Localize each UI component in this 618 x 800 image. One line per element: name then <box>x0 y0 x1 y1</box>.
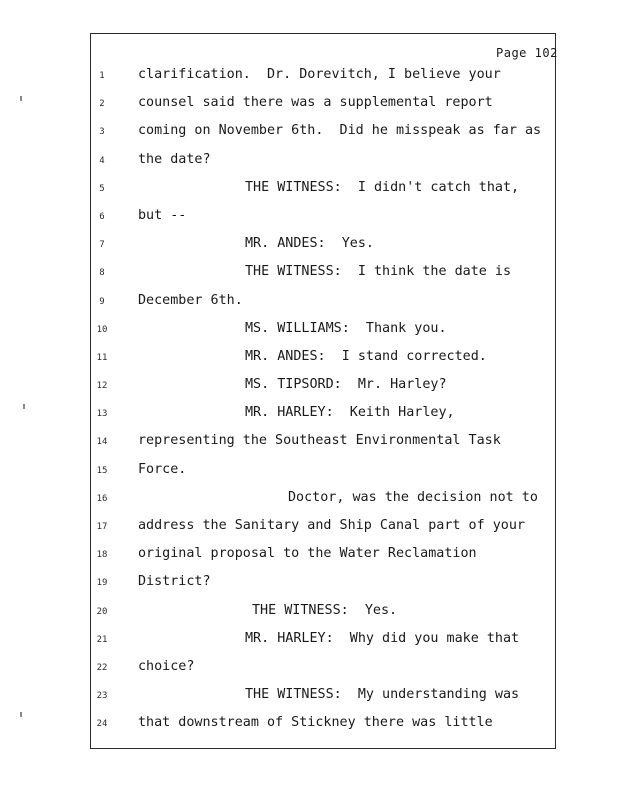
line-number: 13 <box>96 409 108 420</box>
scan-speck <box>20 712 22 717</box>
line-number: 5 <box>99 183 105 194</box>
line-text: counsel said there was a supplemental report <box>138 95 493 111</box>
line-number: 15 <box>96 465 108 476</box>
page-number: Page 102 <box>496 46 558 60</box>
line-number: 14 <box>96 437 108 448</box>
line-number: 1 <box>99 71 105 81</box>
line-number: 3 <box>99 127 105 138</box>
transcript-line <box>0 122 618 150</box>
line-number: 7 <box>99 240 105 251</box>
line-number: 6 <box>99 211 105 222</box>
line-text: MR. ANDES: I stand corrected. <box>245 348 487 364</box>
line-number: 22 <box>96 662 108 673</box>
line-text: coming on November 6th. Did he misspeak as far as <box>138 123 542 139</box>
line-number: 17 <box>96 522 108 532</box>
transcript-line <box>0 545 618 573</box>
transcript-line <box>0 179 618 207</box>
line-number: 23 <box>96 691 108 702</box>
transcript-body <box>0 66 618 743</box>
line-text: MR. HARLEY: Why did you make that <box>245 630 520 646</box>
transcript-line <box>0 66 618 94</box>
line-text: THE WITNESS: My understanding was <box>245 687 520 703</box>
line-text: that downstream of Stickney there was little <box>138 715 493 731</box>
transcript-line <box>0 714 618 742</box>
line-text: MS. WILLIAMS: Thank you. <box>245 320 447 336</box>
line-text: representing the Southeast Environmental Task <box>138 433 501 449</box>
line-number: 12 <box>96 381 108 392</box>
transcript-line <box>0 320 618 348</box>
scan-speck <box>20 96 22 101</box>
line-text: clarification. Dr. Dorevitch, I believe your <box>138 67 501 82</box>
transcript-line <box>0 489 618 517</box>
transcript-line <box>0 376 618 404</box>
line-text: THE WITNESS: I didn't catch that, <box>245 179 520 195</box>
line-text: District? <box>138 574 211 590</box>
line-text: the date? <box>138 151 211 167</box>
transcript-line <box>0 207 618 235</box>
transcript-line <box>0 94 618 122</box>
line-number: 20 <box>96 606 108 617</box>
transcript-line <box>0 404 618 432</box>
line-number: 4 <box>99 155 105 166</box>
transcript-line <box>0 151 618 179</box>
transcript-line <box>0 432 618 460</box>
line-text: choice? <box>138 658 195 674</box>
line-text: original proposal to the Water Reclamation <box>138 546 477 562</box>
transcript-line <box>0 573 618 601</box>
line-number: 8 <box>99 268 105 279</box>
line-text: MS. TIPSORD: Mr. Harley? <box>245 377 447 393</box>
line-number: 9 <box>99 296 105 307</box>
line-number: 24 <box>96 719 108 730</box>
transcript-line <box>0 517 618 545</box>
line-number: 16 <box>96 493 108 504</box>
line-text: but -- <box>138 207 187 223</box>
line-text: THE WITNESS: I think the date is <box>245 264 512 280</box>
line-text: December 6th. <box>138 292 243 308</box>
scan-speck <box>23 404 25 409</box>
line-text: THE WITNESS: Yes. <box>252 602 398 618</box>
line-number: 10 <box>96 324 108 335</box>
line-number: 18 <box>96 550 108 561</box>
line-text: Force. <box>138 461 187 477</box>
transcript-line <box>0 630 618 658</box>
line-text: MR. HARLEY: Keith Harley, <box>245 405 455 421</box>
line-text: MR. ANDES: Yes. <box>245 236 374 252</box>
transcript-line <box>0 348 618 376</box>
transcript-line <box>0 235 618 263</box>
line-number: 11 <box>96 352 108 363</box>
transcript-line <box>0 263 618 291</box>
transcript-line <box>0 461 618 489</box>
line-text: Doctor, was the decision not to <box>288 489 538 505</box>
line-number: 21 <box>96 634 108 645</box>
transcript-line <box>0 658 618 686</box>
line-number: 2 <box>99 99 105 110</box>
line-text: address the Sanitary and Ship Canal part of your <box>138 518 525 533</box>
transcript-line <box>0 686 618 714</box>
transcript-line <box>0 602 618 630</box>
line-number: 19 <box>96 578 108 589</box>
transcript-line <box>0 292 618 320</box>
